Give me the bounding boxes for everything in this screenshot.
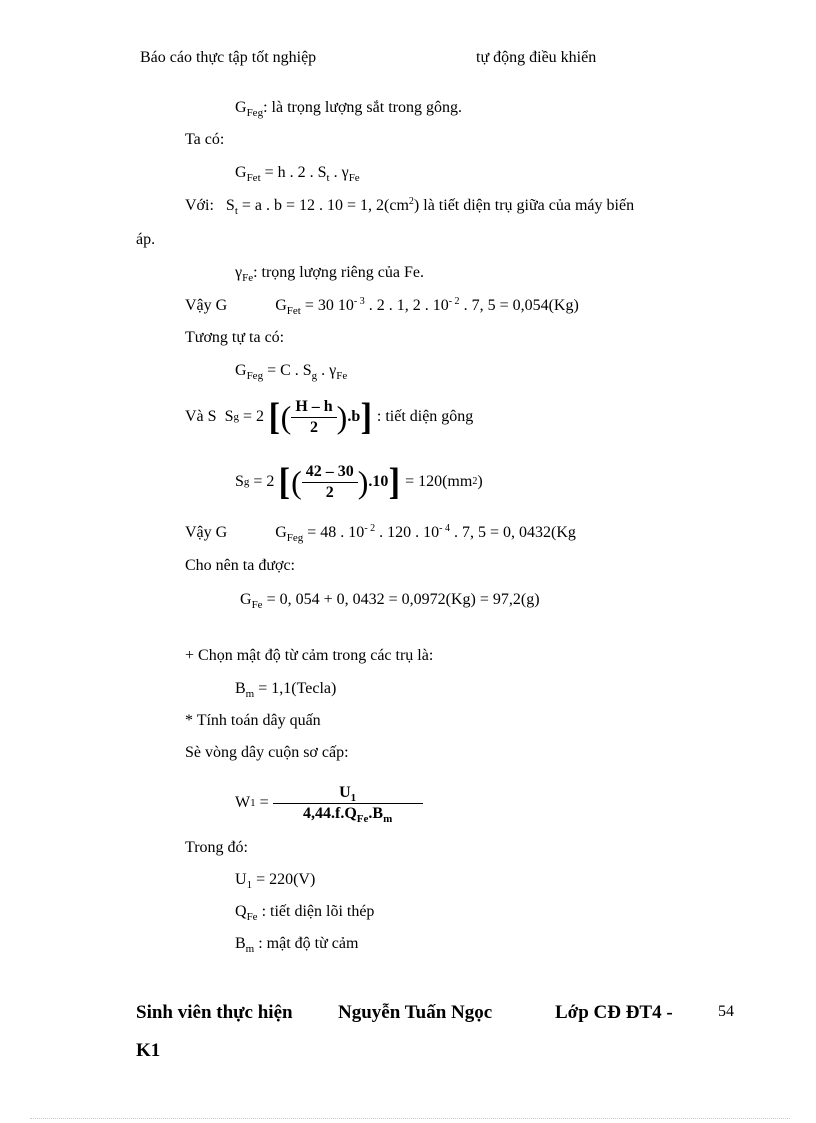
footer-student-label: Sinh viên thực hiện [136, 1002, 293, 1023]
so-vong-line: Sè vòng dây cuộn sơ cấp: [185, 744, 349, 761]
sg-numeric-line: S g = 2 [ ( $\frac{42 - 30}{2}$ ) .10 ] = 120(mm 2 ) [235, 461, 483, 503]
w1-fraction: $\frac{U_1}{4,44.f.Q_{Fe}.B_m}$ [273, 783, 423, 824]
page-number: 54 [718, 1003, 734, 1020]
bm-value: $B_m$ = 1,1(Tecla) [235, 680, 337, 700]
bm-definition: $B_m$ : mật độ từ cảm [235, 935, 359, 955]
header-left: Báo cáo thực tập tốt nghiệp [140, 49, 317, 66]
gfet-formula: $G_{Fet} = h$ . 2 . $S_t$ . $\gamma_{Fe}$ [235, 164, 360, 184]
footer-class-cont: K1 [136, 1040, 161, 1061]
sg-formula-line: Và S S g = 2 [ ( $\frac{H - h}{2}$ ) .b ] : tiết diện gông [185, 396, 474, 438]
w1-formula: W 1 = $\frac{U_1}{4,44.f.Q_{Fe}.B_m}$ [235, 778, 423, 828]
gfeg-formula: $G_{Feg} = C$ . $S_g$ . $\gamma_{Fe}$ [235, 362, 348, 382]
footer-student-name: Nguyễn Tuấn Ngọc [338, 1002, 493, 1023]
sg-numeric-fraction: $\frac{42 - 30}{2}$ [302, 462, 358, 503]
qfe-definition: $Q_{Fe}$ : tiết diện lõi thép [235, 903, 375, 923]
gfet-calc-line: Vậy G $G_{Fet} = 30$ $10^{- 3}$ . 2 . 1, 2 . $10^{- 2}$ . 7, 5 = 0,054(Kg) [185, 296, 579, 317]
gfeg-calc-line: Vậy G $G_{Feg} = 48$ . $10^{- 2}$ . 120 . $10^{- 4}$ . 7, 5 = 0, 0432(Kg [185, 523, 576, 544]
tinh-toan-heading: * Tính toán dây quấn [185, 712, 321, 729]
footer-class-label: Lớp CĐ ĐT4 - [555, 1002, 673, 1023]
cho-nen-line: Cho nên ta được: [185, 557, 295, 574]
page-bottom-divider [30, 1118, 790, 1119]
sg-fraction: $\frac{H - h}{2}$ [291, 397, 336, 438]
tuong-tu-line: Tương tự ta có: [185, 329, 285, 346]
ta-co-line: Ta có: [185, 131, 225, 148]
gfeg-definition: $G_{Feg}$: là trọng lượng sắt trong gông. [235, 99, 462, 119]
ap-line: áp. [136, 231, 156, 248]
header-right: tự động điều khiển [476, 49, 597, 66]
u1-value: $U_1 = 220(V)$ [235, 871, 316, 891]
trong-do-line: Trong đó: [185, 839, 248, 856]
gamma-definition: $\gamma_{Fe}$: trọng lượng riêng của Fe. [235, 264, 424, 284]
chon-mat-do-line: + Chọn mật độ từ cảm trong các trụ là: [185, 647, 434, 664]
gfe-total: $G_{Fe} = 0$, 054 + 0, 0432 = 0,0972(Kg) = 97,2(g) [240, 591, 540, 611]
voi-line: Với: $S_t = a$ . b = 12 . 10 = 1, $2(cm^2)$ là tiết diện trụ giữa của máy biến [185, 196, 635, 217]
